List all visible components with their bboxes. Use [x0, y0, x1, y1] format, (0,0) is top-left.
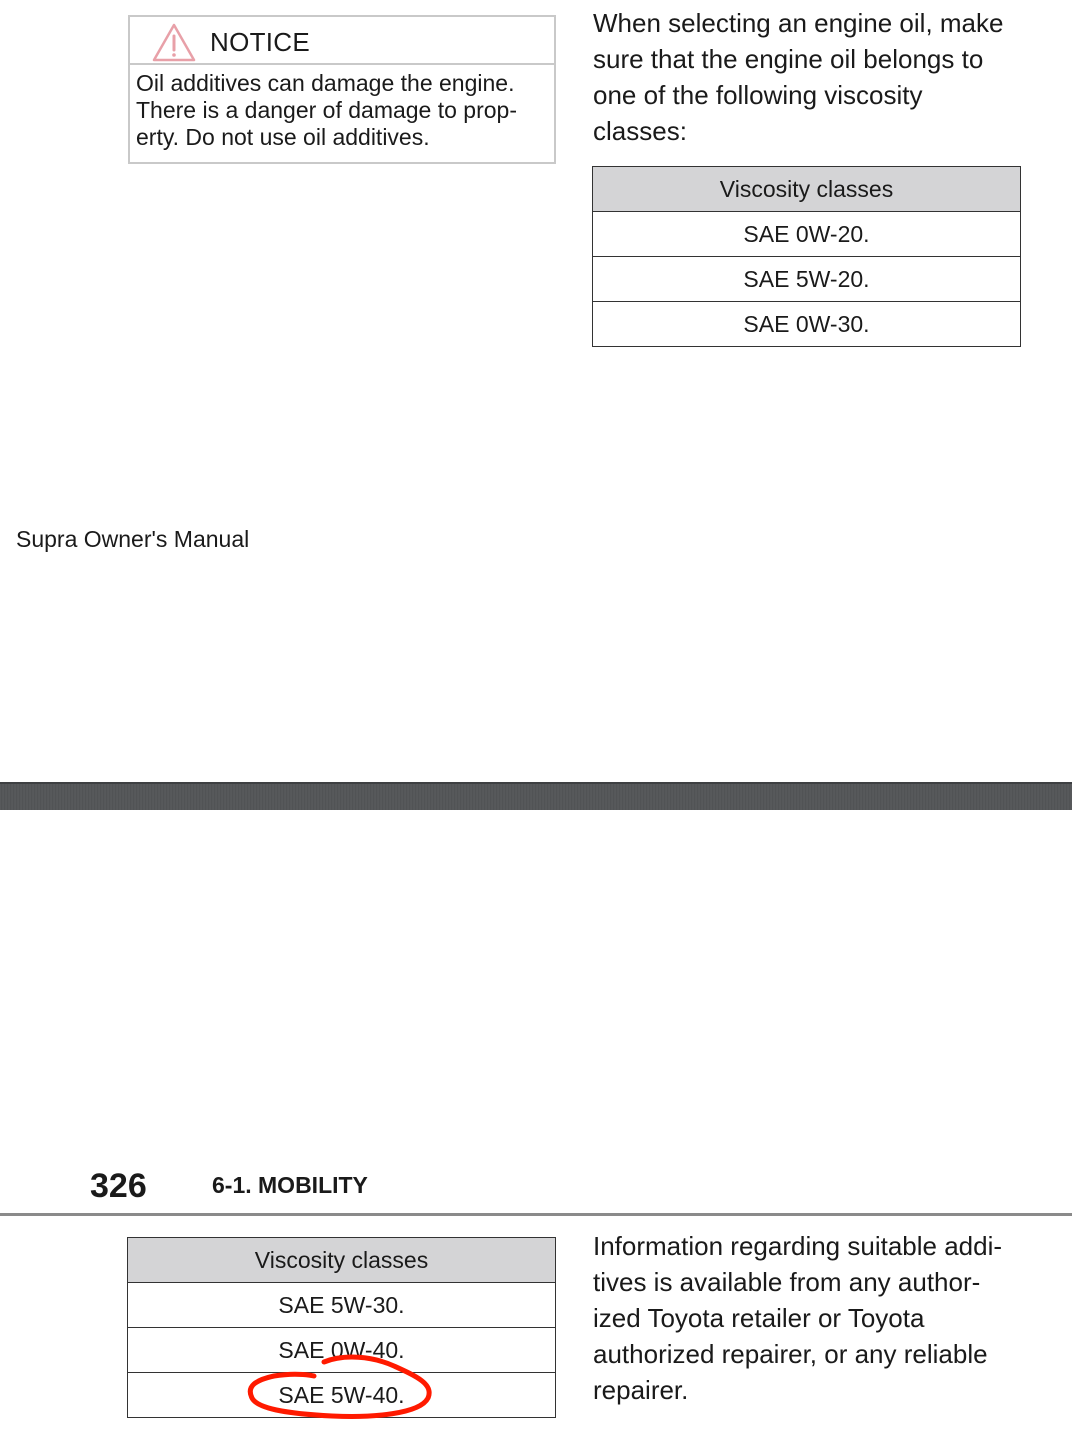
page-number: 326 — [90, 1167, 147, 1205]
additives-line: tives is available from any author- — [593, 1267, 981, 1297]
section-title: 6-1. MOBILITY — [212, 1172, 368, 1198]
notice-line: erty. Do not use oil additives. — [136, 124, 430, 150]
intro-line: sure that the engine oil belongs to — [593, 44, 984, 74]
table-cell: SAE 5W-20. — [593, 257, 1021, 302]
red-circle-annotation — [244, 1354, 436, 1422]
table-cell: SAE 0W-30. — [593, 302, 1021, 347]
table-cell: SAE 0W-40. — [128, 1328, 556, 1373]
additives-line: repairer. — [593, 1375, 689, 1405]
table-header: Viscosity classes — [593, 167, 1021, 212]
table-header: Viscosity classes — [128, 1238, 556, 1283]
table-row — [593, 257, 1021, 302]
intro-paragraph — [593, 5, 1003, 149]
table-row — [593, 302, 1021, 347]
intro-line: one of the following viscosity — [593, 80, 923, 110]
notice-box — [128, 15, 556, 164]
intro-line: When selecting an engine oil, make — [593, 8, 1004, 38]
additives-line: Information regarding suitable addi- — [593, 1231, 1003, 1261]
notice-title: NOTICE — [210, 27, 311, 57]
notice-body — [130, 65, 554, 151]
table-cell: SAE 5W-30. — [128, 1283, 556, 1328]
additives-line: authorized repairer, or any reliable — [593, 1339, 988, 1369]
warning-triangle-icon — [152, 22, 196, 62]
table-cell: SAE 0W-20. — [593, 212, 1021, 257]
additives-line: ized Toyota retailer or Toyota — [593, 1303, 925, 1333]
additives-paragraph — [593, 1228, 1002, 1408]
notice-header — [130, 17, 554, 65]
table-row — [593, 212, 1021, 257]
intro-line: classes: — [593, 116, 687, 146]
header-rule — [0, 1213, 1072, 1216]
notice-line: There is a danger of damage to prop- — [136, 97, 518, 123]
notice-line: Oil additives can damage the engine. — [136, 70, 515, 96]
table-row — [128, 1283, 556, 1328]
manual-footer-label: Supra Owner's Manual — [16, 526, 250, 552]
viscosity-table-top — [592, 166, 1021, 347]
table-cell: SAE 5W-40. — [128, 1373, 556, 1418]
page-divider — [0, 782, 1072, 810]
